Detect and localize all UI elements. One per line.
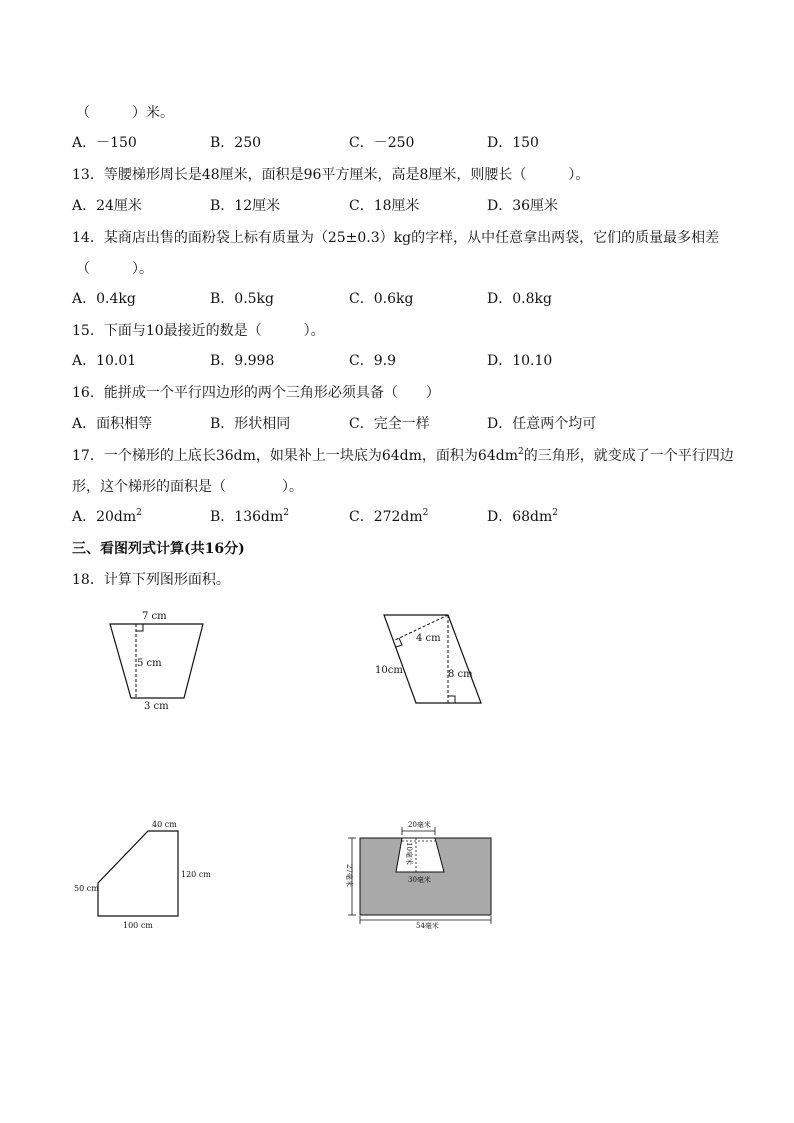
parallelogram-side-label: 10cm: [375, 665, 403, 676]
q17-sup-a: 2: [517, 447, 524, 457]
q14-option-b[interactable]: B．0.5kg: [210, 291, 274, 307]
trapezoid-figure: [100, 602, 220, 712]
q16-option-b[interactable]: B．形状相同: [210, 416, 291, 432]
q14-option-d[interactable]: D．0.8kg: [487, 291, 552, 307]
q18-question: 18．计算下列图形面积。: [72, 572, 230, 588]
shaded-rectangle-figure: [340, 815, 500, 935]
q17-option-b-label: B．136dm: [210, 509, 284, 525]
q15-option-c[interactable]: C．9.9: [349, 353, 396, 369]
cutout-bottom-label: 30毫米: [408, 876, 431, 884]
q14-continuation: （ ）。: [76, 261, 153, 277]
pentagon-left-label: 50 cm: [74, 884, 99, 893]
q17-option-b-sup: 2: [283, 508, 289, 518]
cutout-top-label: 20毫米: [408, 821, 431, 829]
q14-option-a[interactable]: A．0.4kg: [72, 291, 136, 307]
q17-option-a-label: A．20dm: [72, 509, 137, 525]
parallelogram-height1-label: 4 cm: [416, 633, 441, 644]
q15-option-d[interactable]: D．10.10: [487, 353, 553, 369]
section-title: 三、看图列式计算(共16分): [72, 541, 245, 557]
q17-text-a: 17．一个梯形的上底长36dm，如果补上一块底为64dm，面积为64dm: [72, 448, 518, 464]
q17-text-b: 的三角形，就变成了一个平行四边: [523, 448, 734, 464]
q17-option-a-sup: 2: [136, 508, 142, 518]
q14-question: 14．某商店出售的面粉袋上标有质量为（25±0.3）kg的字样，从中任意拿出两袋，它们的质量最多相差: [72, 230, 720, 246]
q13-option-b[interactable]: B．12厘米: [210, 198, 281, 214]
q15-option-b[interactable]: B．9.998: [210, 353, 275, 369]
trapezoid-height-label: 5 cm: [137, 658, 162, 669]
q12-continuation: （ ）米。: [76, 105, 174, 121]
pentagon-bottom-label: 100 cm: [123, 921, 153, 930]
q17-continuation: 形，这个梯形的面积是（ ）。: [72, 479, 303, 495]
q17-option-d-sup: 2: [552, 508, 559, 518]
q17-option-d-label: D．68dm: [487, 509, 553, 525]
parallelogram-figure: [370, 610, 490, 710]
parallelogram-height2-label: 8 cm: [448, 669, 473, 680]
q16-option-d[interactable]: D．任意两个均可: [487, 416, 597, 432]
trapezoid-right-angle: [136, 624, 143, 631]
q12-option-d[interactable]: D．150: [487, 135, 539, 151]
q13-option-c[interactable]: C．18厘米: [349, 198, 420, 214]
q17-question: [72, 447, 734, 465]
pentagon-right-label: 120 cm: [181, 870, 211, 879]
q13-question: 13．等腰梯形周长是48厘米，面积是96平方厘米，高是8厘米，则腰长（ ）。: [72, 167, 590, 183]
q12-option-c[interactable]: C．－250: [349, 135, 415, 151]
side-label: 27毫米: [345, 864, 353, 887]
q17-option-c-sup: 2: [422, 508, 429, 518]
q16-option-c[interactable]: C．完全一样: [349, 416, 430, 432]
q17-option-c[interactable]: [349, 508, 428, 526]
pentagon-top-label: 40 cm: [152, 820, 177, 829]
q13-option-a[interactable]: A．24厘米: [72, 198, 142, 214]
pentagon-shape: [98, 831, 178, 916]
trapezoid-cutout: [396, 838, 444, 872]
q16-question: 16．能拼成一个平行四边形的两个三角形必须具备（ ）: [72, 385, 440, 401]
q17-option-d[interactable]: [487, 508, 558, 526]
width-label: 54毫米: [416, 922, 439, 930]
trapezoid-top-label: 7 cm: [142, 611, 167, 622]
q17-option-b[interactable]: [210, 508, 289, 526]
q17-option-c-label: C．272dm: [349, 509, 423, 525]
q13-option-d[interactable]: D．36厘米: [487, 198, 559, 214]
q16-option-a[interactable]: A．面积相等: [72, 416, 153, 432]
cutout-height-label: 10毫米: [405, 842, 413, 865]
trapezoid-bottom-label: 3 cm: [144, 701, 169, 712]
q12-option-b[interactable]: B．250: [210, 135, 262, 151]
q15-question: 15．下面与10最接近的数是（ ）。: [72, 323, 325, 339]
q17-option-a[interactable]: [72, 508, 142, 526]
q12-option-a[interactable]: A．－150: [72, 135, 137, 151]
pentagon-figure: [70, 815, 220, 935]
q14-option-c[interactable]: C．0.6kg: [349, 291, 414, 307]
parallelogram-right-angle-bottom: [448, 696, 455, 703]
parallelogram-shape: [384, 615, 481, 703]
q15-option-a[interactable]: A．10.01: [72, 353, 137, 369]
